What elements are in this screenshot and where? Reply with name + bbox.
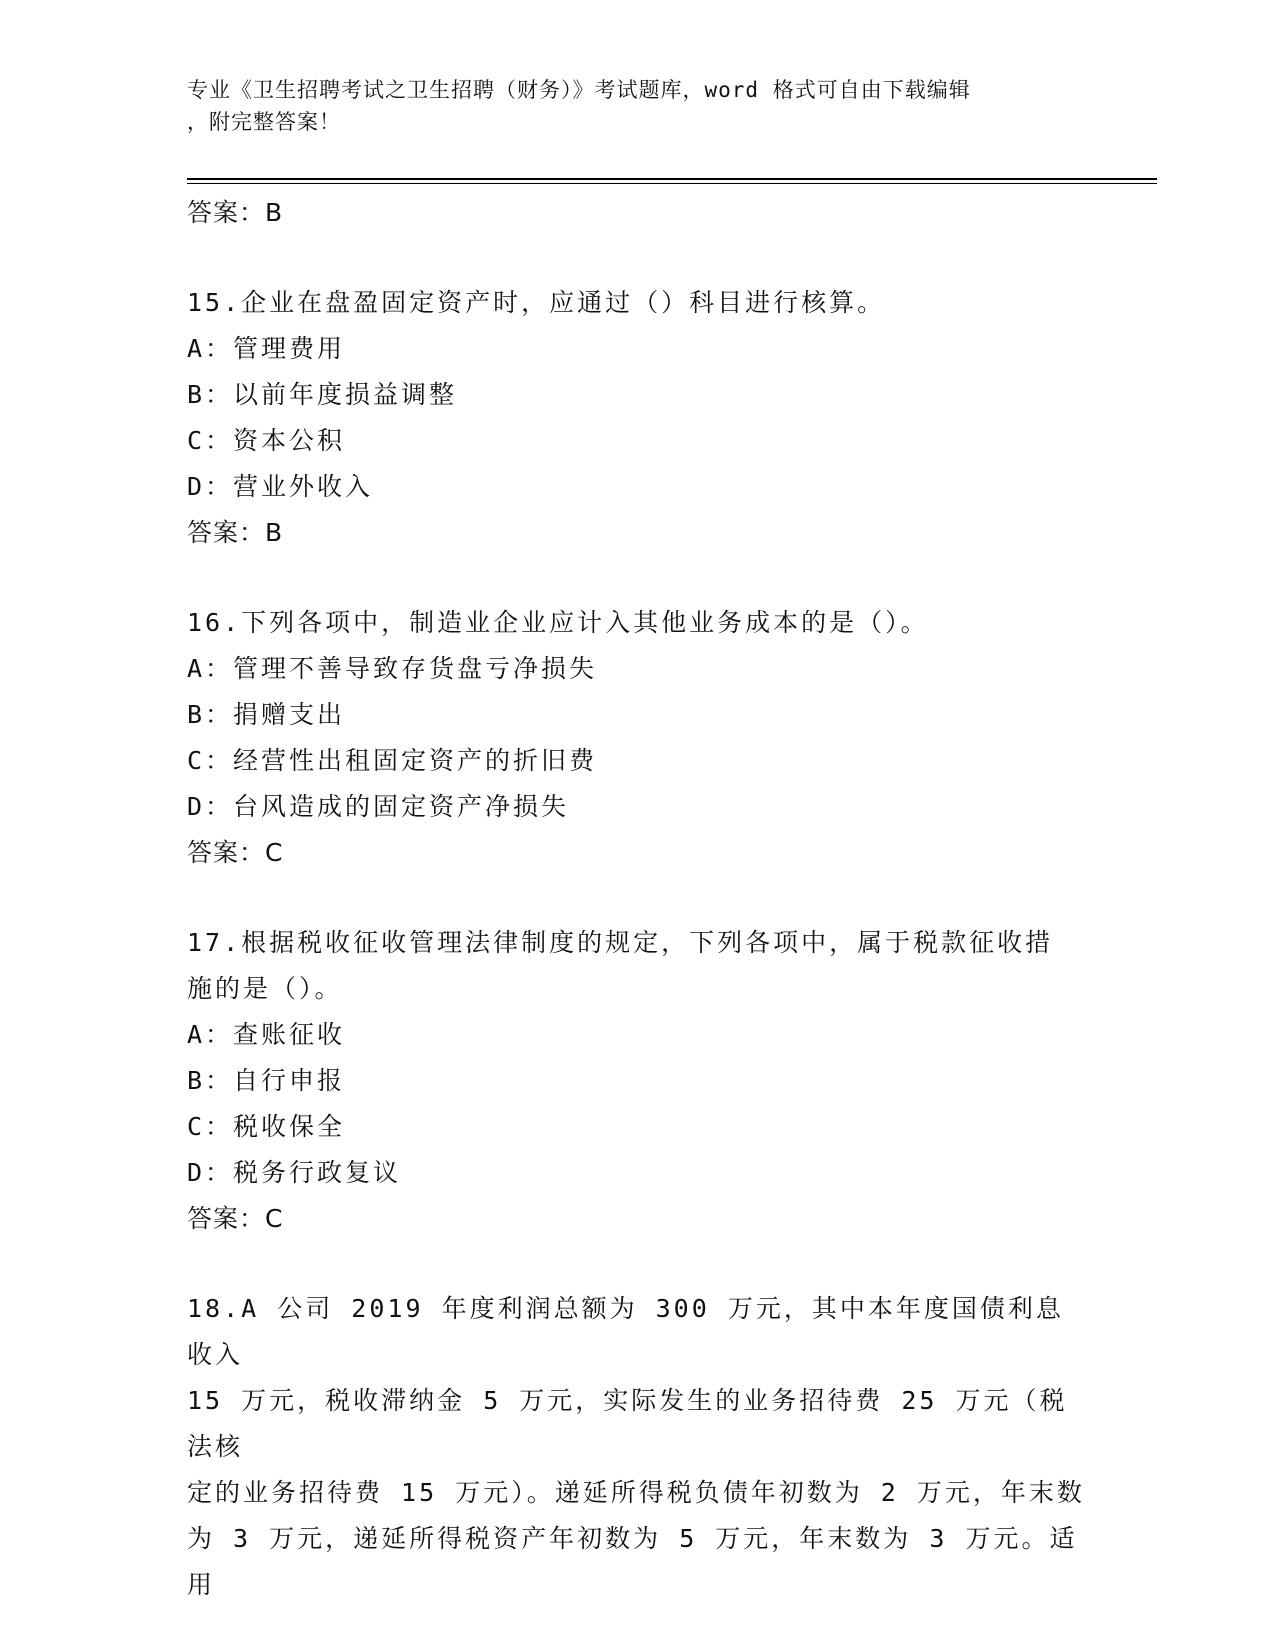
option-c: C：税收保全	[187, 1112, 346, 1141]
header-divider-thick	[187, 178, 1157, 180]
question-stem-continued: 施的是（）。	[187, 974, 343, 1003]
option-a: A：查账征收	[187, 1020, 346, 1049]
answer-line: 答案：C	[187, 838, 284, 867]
option-d: D：营业外收入	[187, 472, 374, 501]
option-d: D：税务行政复议	[187, 1158, 402, 1187]
answer-line: 答案：B	[187, 518, 284, 547]
document-header	[187, 74, 1087, 138]
question-block	[187, 600, 1087, 876]
option-b: B：自行申报	[187, 1066, 346, 1095]
option-c: C：资本公积	[187, 426, 346, 455]
question-stem-continued: 定的业务招待费 15 万元）。递延所得税负债年初数为 2 万元，年末数	[187, 1478, 1085, 1507]
option-b: B：以前年度损益调整	[187, 380, 458, 409]
header-line-2: ，附完整答案！	[187, 110, 341, 134]
answer-line: 答案：C	[187, 1204, 284, 1233]
question-stem: 15.企业在盘盈固定资产时，应通过（）科目进行核算。	[187, 288, 886, 317]
question-list	[187, 190, 1087, 1608]
question-block	[187, 920, 1087, 1242]
option-c: C：经营性出租固定资产的折旧费	[187, 746, 598, 775]
question-stem: 16.下列各项中，制造业企业应计入其他业务成本的是（）。	[187, 608, 929, 637]
question-block	[187, 1286, 1087, 1608]
option-a: A：管理不善导致存货盘亏净损失	[187, 654, 598, 683]
question-stem: 17.根据税收征收管理法律制度的规定，下列各项中，属于税款征收措	[187, 928, 1054, 957]
question-stem: 18.A 公司 2019 年度利润总额为 300 万元，其中本年度国债利息收入	[187, 1294, 1064, 1369]
header-divider-thin	[187, 183, 1157, 184]
question-block	[187, 280, 1087, 556]
question-stem-continued: 为 3 万元，递延所得税资产年初数为 5 万元，年末数为 3 万元。适用	[187, 1524, 1078, 1599]
option-a: A：管理费用	[187, 334, 346, 363]
option-d: D：台风造成的固定资产净损失	[187, 792, 570, 821]
header-line-1: 专业《卫生招聘考试之卫生招聘（财务）》考试题库，word 格式可自由下载编辑	[187, 78, 971, 102]
question-stem-continued: 15 万元，税收滞纳金 5 万元，实际发生的业务招待费 25 万元（税法核	[187, 1386, 1068, 1461]
answer-line: 答案：B	[187, 198, 284, 227]
option-b: B：捐赠支出	[187, 700, 346, 729]
